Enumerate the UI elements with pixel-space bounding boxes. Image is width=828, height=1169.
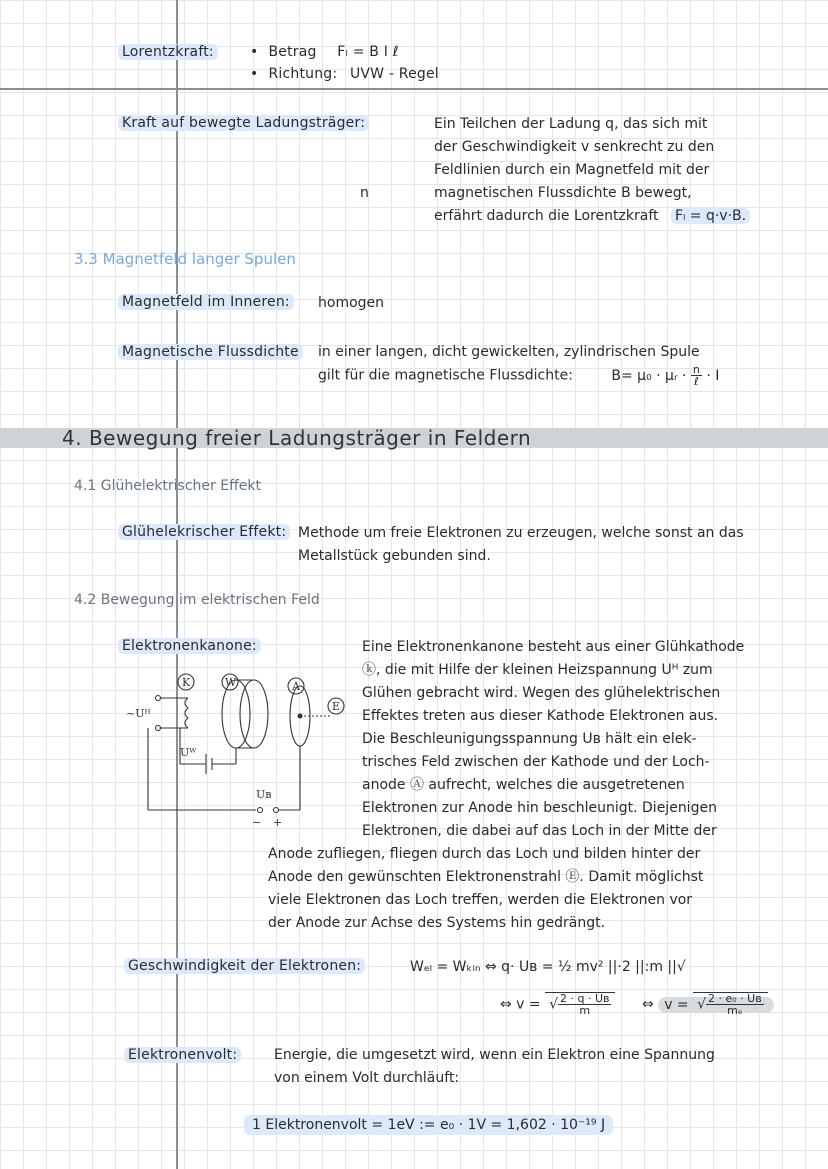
kanone-text-wide: Anode zufliegen, fliegen durch das Loch und bilden hinter der Anode den gewünschten Elektronenstrahl Ⓔ. Damit möglichst viele Elektronen das Loch treffen, werden die Elektronen vor der Anode zur Achse des Systems hin gedrängt. — [268, 846, 704, 931]
label-e: E — [332, 700, 341, 713]
section-3-3-title: 3.3 Magnetfeld langer Spulen — [74, 250, 296, 268]
kanone-text: Eine Elektronenkanone besteht aus einer Glühkathode ⓚ, die mit Hilfe der kleinen Heizspannung Uᴴ zum Glühen gebracht wird. Wegen des glühelektrischen Effektes treten aus dieser Kathode Elektronen aus. Die Beschleunigungsspannung Uʙ hält ein elek- trisches Feld zwischen der Kathode und der Loch- anode Ⓐ aufrecht, welches die ausgetretenen Elektronen zur Anode hin beschleunigt. Diejenigen Elektronen, die dabei auf das Loch in der Mitte der — [362, 639, 745, 839]
electron-gun-diagram — [118, 660, 358, 830]
kanone-label: Elektronenkanone: — [118, 638, 261, 654]
chapter-4-title: 4. Bewegung freier Ladungsträger in Feldern — [62, 426, 532, 450]
fluss-label: Magnetische Flussdichte — [118, 344, 303, 360]
label-plus: + — [273, 816, 283, 829]
bewegte-text: Ein Teilchen der Ladung q, das sich mit der Geschwindigkeit v senkrecht zu den Feldlinien durch ein Magnetfeld mit der magnetischen Flussdichte B bewegt, erfährt dadurch die Lorentzkraft Fₗ = q·v·B. — [434, 113, 824, 228]
header-rule — [0, 88, 828, 90]
geschw-line1: Wₑₗ = Wₖᵢₙ ⇔ q· Uʙ = ½ mv² ||·2 ||:m ||√ — [410, 959, 686, 975]
richtung-value: UVW - Regel — [349, 66, 439, 82]
section-4-2-title: 4.2 Bewegung im elektrischen Feld — [74, 592, 320, 608]
bewegte-label: Kraft auf bewegte Ladungsträger: — [118, 115, 369, 131]
velocity-result: v = √ $\frac{\text{2 · e₀ · Uʙ}}{\text{mₑ}}$ — [658, 997, 773, 1013]
innen-value: homogen — [318, 295, 385, 311]
geschw-v1: ⇔ v = √ $\frac{\text{2 · q · Uʙ}}{m}$ — [500, 992, 615, 1017]
betrag-formula: Fₗ = B I ℓ — [337, 44, 399, 60]
lorentz-richtung: • Richtung: UVW - Regel — [250, 66, 439, 82]
geschw-v2: ⇔ v = √ $\frac{\text{2 · e₀ · Uʙ}}{\text{mₑ}}$ — [642, 992, 774, 1017]
innen-label: Magnetfeld im Inneren: — [118, 294, 294, 310]
label-minus: − — [252, 816, 262, 829]
fluss-text: in einer langen, dicht gewickelten, zylindrischen Spule gilt für die magnetische Flussdichte: B= μ₀ · μᵣ · $\frac{n}{\text{ℓ}}$ · I — [318, 344, 720, 388]
label-uh: ~Uᴴ — [126, 707, 151, 720]
fluss-fraction: $\frac{n}{\text{ℓ}}$ — [692, 363, 700, 388]
margin-line — [176, 0, 178, 1169]
label-ub: Uʙ — [256, 788, 272, 801]
lorentz-betrag: • Betrag Fₗ = B I ℓ — [250, 44, 399, 60]
label-w: W — [225, 676, 237, 689]
section-4-1-title: 4.1 Glühelektrischer Effekt — [74, 478, 261, 494]
label-uw: Uᵂ — [180, 746, 197, 759]
ev-formula: 1 Elektronenvolt = 1eV := e₀ · 1V = 1,602 · 10⁻¹⁹ J — [244, 1114, 613, 1137]
ev-label: Elektronenvolt: — [124, 1047, 241, 1063]
stray-mark: n — [360, 185, 369, 201]
label-a: A — [292, 680, 300, 693]
label-k: K — [182, 676, 191, 689]
flussdichte-formula: B= μ₀ · μᵣ · $\frac{n}{\text{ℓ}}$ · I — [611, 363, 720, 388]
ev-text: Energie, die umgesetzt wird, wenn ein Elektron eine Spannung von einem Volt durchläuft: — [274, 1047, 715, 1086]
gluehe-text: Methode um freie Elektronen zu erzeugen, welche sonst an das Metallstück gebunden sind. — [298, 525, 744, 564]
geschw-label: Geschwindigkeit der Elektronen: — [124, 958, 365, 974]
lorentz-formula: Fₗ = q·v·B. — [671, 208, 750, 224]
gluehe-label: Glühelekrischer Effekt: — [118, 524, 290, 540]
lorentz-label: Lorentzkraft: — [118, 44, 218, 60]
